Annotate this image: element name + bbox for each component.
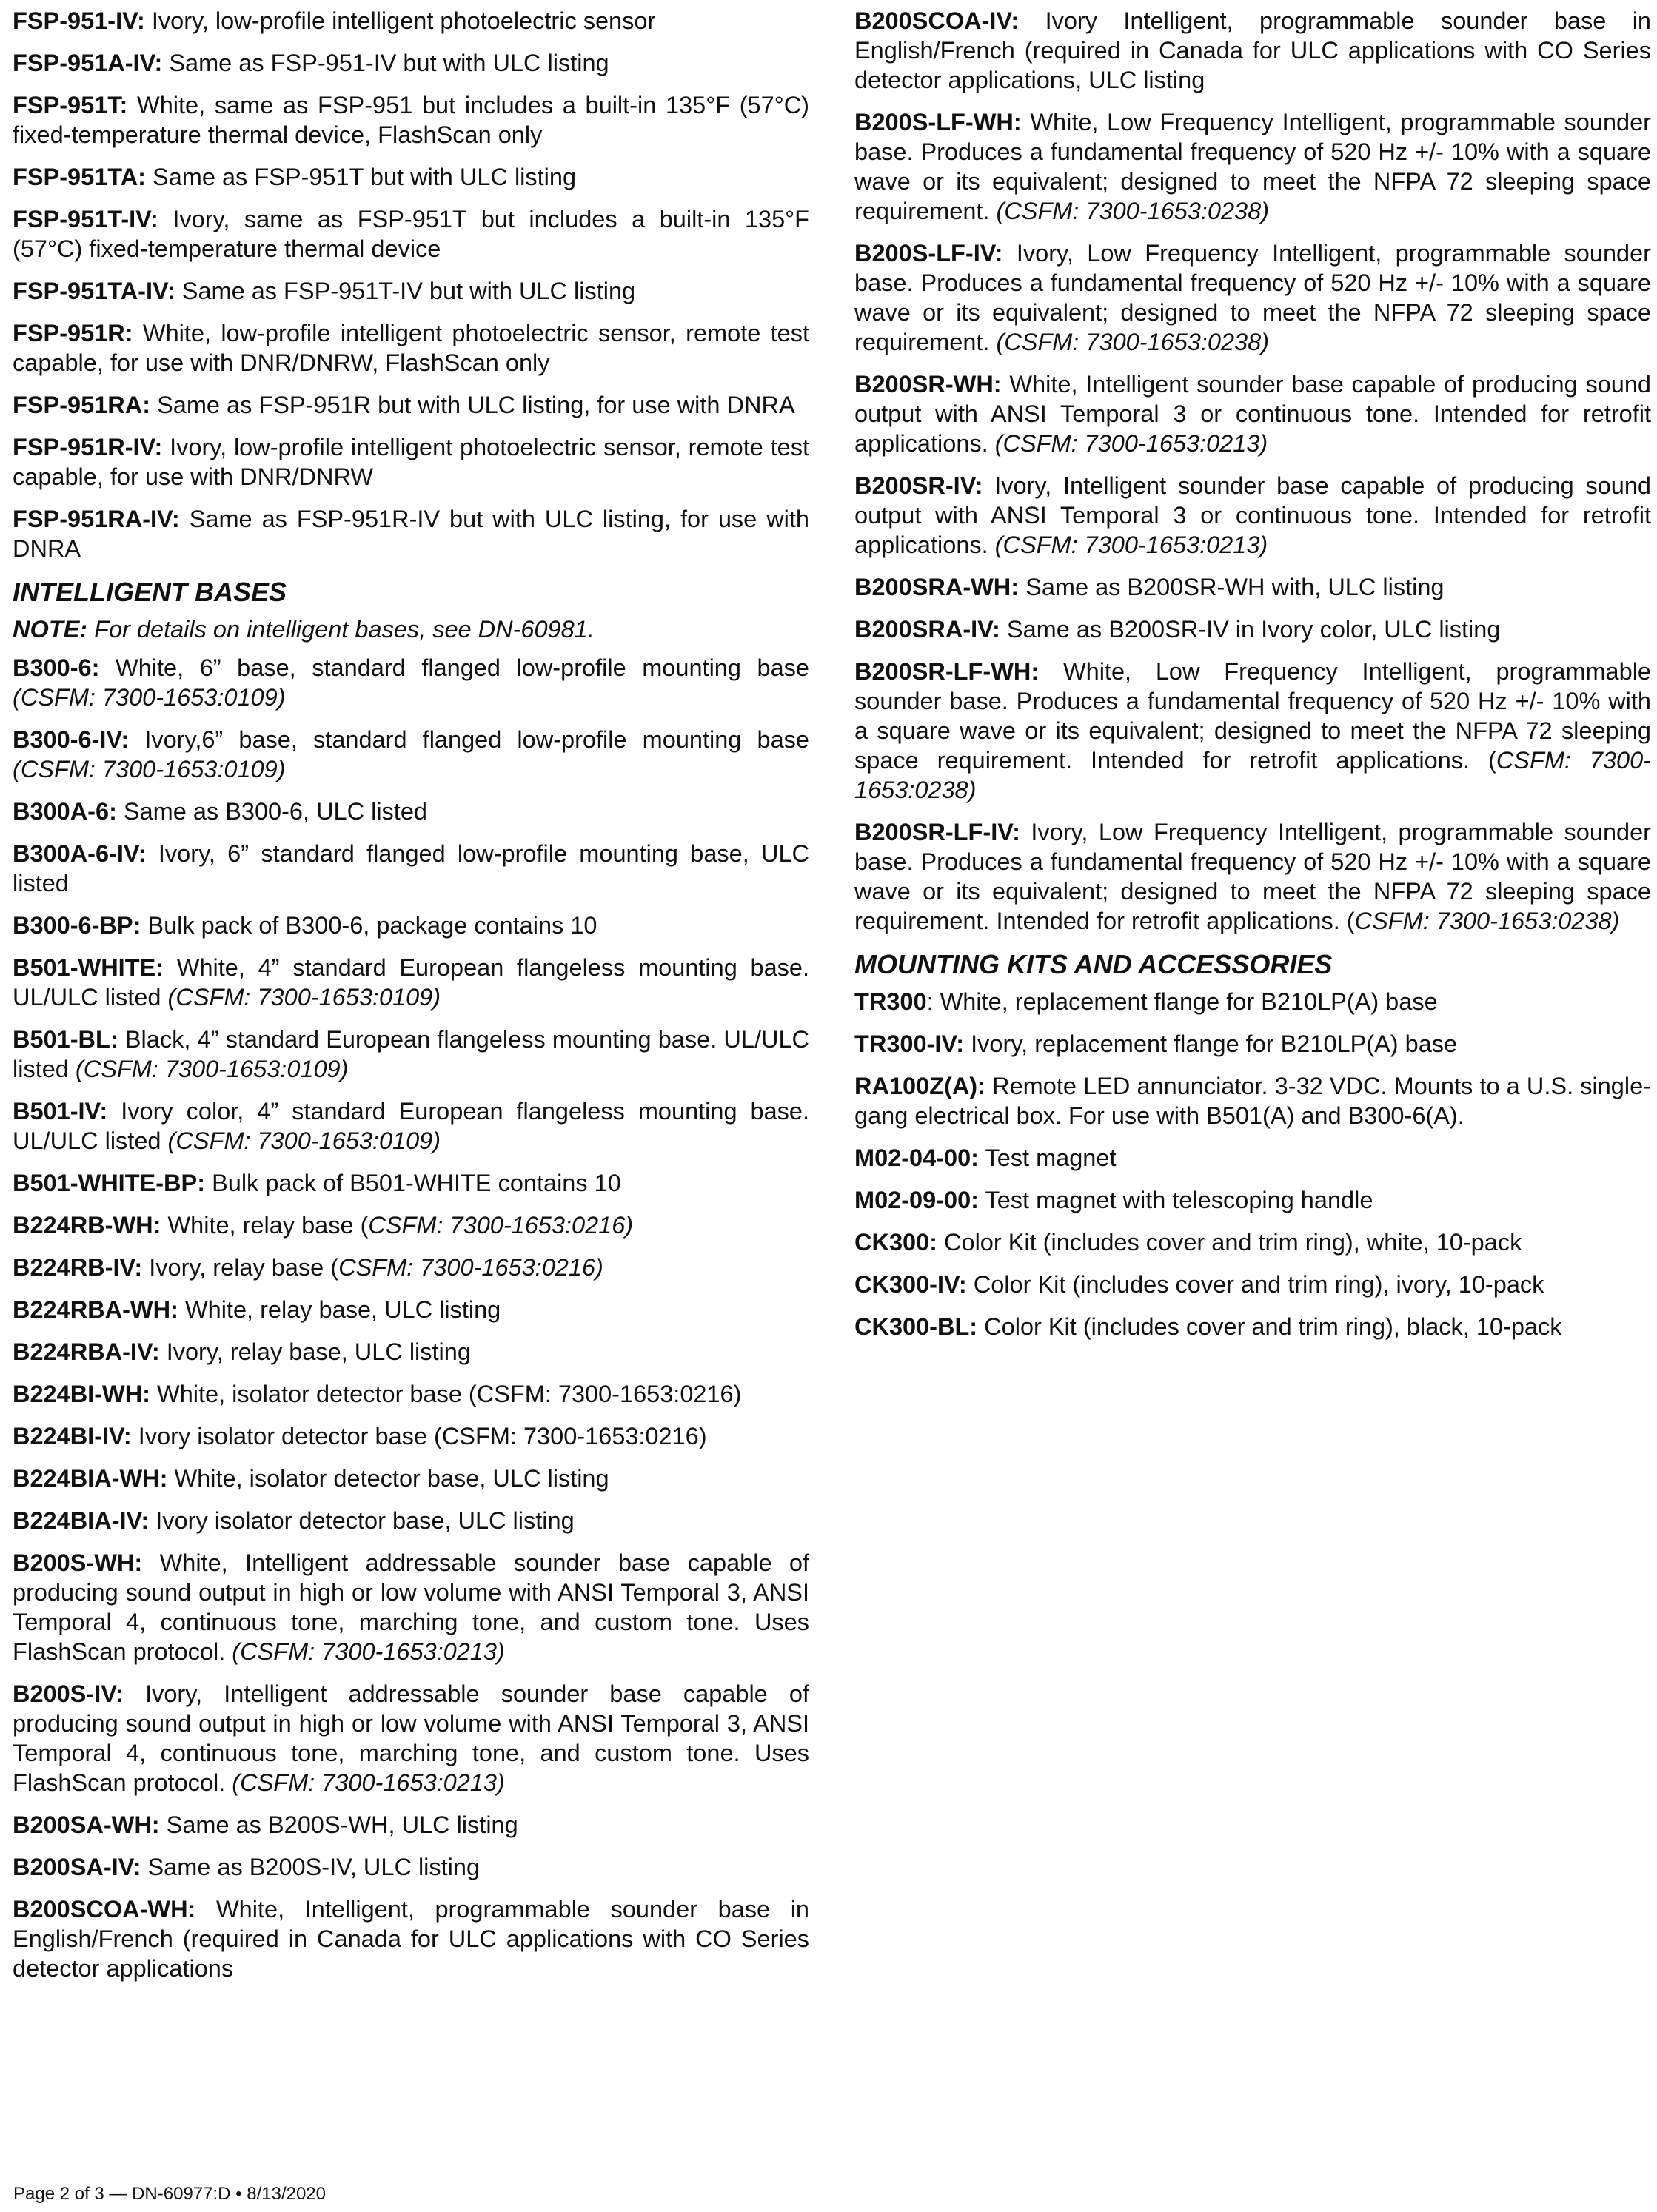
product-code: B224RB-WH: — [13, 1212, 161, 1239]
product-entry-fsp-951r — [13, 318, 809, 378]
product-code: FSP-951RA-IV: — [13, 506, 180, 532]
product-code: TR300 — [854, 988, 927, 1015]
product-entry-b224bia-wh — [13, 1464, 809, 1493]
product-description: Same as FSP-951-IV but with ULC listing — [169, 50, 609, 76]
csfm-listing: (CSFM: 7300-1653:0213) — [232, 1638, 505, 1665]
page-footer: Page 2 of 3 — DN-60977:D • 8/13/2020 — [13, 2184, 327, 2204]
product-entry-m02-09-00 — [854, 1185, 1651, 1215]
product-description: White, Intelligent sounder base capable of producing sound output with ANSI Temporal 3 or continuous tone. Intended for retrofit applications. — [854, 371, 1651, 457]
product-description: White, Low Frequency Intelligent, programmable sounder base. Produces a fundamental frequency of 520 Hz +/- 10% with a square wave or its equivalent; designed to meet the NFPA 72 sleeping space requirement. Intended for retrofit applications. ( — [854, 658, 1651, 774]
csfm-listing: (CSFM: 7300-1653:0109) — [75, 1056, 349, 1082]
product-entry-b300a-6 — [13, 797, 809, 826]
product-entry-b224rb-wh — [13, 1210, 809, 1240]
product-entry-b300-6 — [13, 653, 809, 712]
product-description: Ivory, Low Frequency Intelligent, programmable sounder base. Produces a fundamental frequency of 520 Hz +/- 10% with a square wave or its equivalent; designed to meet the NFPA 72 sleeping space requirement. Intended for retrofit applications. ( — [854, 819, 1651, 934]
product-description: Same as B200S-IV, ULC listing — [147, 1854, 481, 1880]
section-heading-mounting-kits-and-accessories: MOUNTING KITS AND ACCESSORIES — [854, 949, 1333, 979]
product-description: Same as B200SR-IV in Ivory color, ULC listing — [1006, 616, 1501, 643]
csfm-listing: CSFM: 7300-1653:0238) — [854, 747, 1651, 803]
note-text: For details on intelligent bases, see DN-60981. — [94, 616, 595, 643]
product-entry-b200s-lf-iv — [854, 238, 1651, 357]
csfm-listing: (CSFM: 7300-1653:0109) — [13, 756, 286, 782]
product-entry-b200scoa-iv — [854, 6, 1651, 95]
product-code: B224BIA-IV: — [13, 1507, 150, 1534]
product-description: White, Intelligent addressable sounder base capable of producing sound output in high or low volume with ANSI Temporal 3, ANSI Temporal 4, continuous tone, marching tone, and custom tone. Uses FlashScan protocol. — [13, 1549, 809, 1665]
product-code: B200SCOA-WH: — [13, 1896, 196, 1923]
product-entry-tr300 — [854, 987, 1651, 1016]
right-column — [854, 6, 1651, 1354]
product-code: CK300: — [854, 1229, 937, 1256]
left-column — [13, 6, 809, 1996]
product-code: FSP-951TA: — [13, 164, 146, 190]
product-code: B224BIA-WH: — [13, 1465, 168, 1492]
product-description: White, relay base, ULC listing — [184, 1296, 501, 1323]
product-entry-b200sr-iv — [854, 471, 1651, 560]
product-description: Same as FSP-951R but with ULC listing, for use with DNRA — [157, 392, 795, 418]
product-code: B200S-LF-IV: — [854, 240, 1003, 267]
product-entry-b224rba-iv — [13, 1337, 809, 1367]
product-code: B200S-LF-WH: — [854, 109, 1022, 135]
product-code: FSP-951R: — [13, 320, 133, 346]
product-code: CK300-BL: — [854, 1313, 978, 1340]
product-description: White, 6” base, standard flanged low-profile mounting base — [116, 654, 809, 681]
product-entry-b224rb-iv — [13, 1253, 809, 1282]
product-entry-b200sr-lf-wh — [854, 657, 1651, 805]
product-code: CK300-IV: — [854, 1271, 967, 1298]
product-code: B200SA-WH: — [13, 1812, 160, 1838]
product-description: Ivory isolator detector base (CSFM: 7300-1653:0216) — [138, 1423, 707, 1449]
product-entry-b200s-wh — [13, 1548, 809, 1666]
note-label: NOTE: — [13, 616, 88, 643]
product-description: Ivory Intelligent, programmable sounder base in English/French (required in Canada for ULC applications with CO Series detector applications, ULC listing — [854, 7, 1652, 93]
product-entry-fsp-951t-iv — [13, 204, 809, 264]
product-description: Ivory, relay base, ULC listing — [166, 1338, 471, 1365]
csfm-listing: CSFM: 7300-1653:0216) — [368, 1212, 634, 1239]
product-code: B200SRA-WH: — [854, 574, 1020, 600]
csfm-listing: (CSFM: 7300-1653:0213) — [994, 430, 1268, 457]
product-entry-fsp-951a-iv — [13, 48, 809, 78]
product-description: Test magnet — [985, 1144, 1117, 1171]
product-code: FSP-951T-IV: — [13, 206, 158, 232]
product-entry-b200sra-wh — [854, 572, 1651, 602]
product-code: B200SR-LF-IV: — [854, 819, 1020, 845]
product-entry-b200sa-iv — [13, 1852, 809, 1882]
product-description: Ivory,6” base, standard flanged low-profile mounting base — [144, 726, 810, 753]
csfm-listing: (CSFM: 7300-1653:0109) — [167, 1127, 441, 1154]
product-description: White, isolator detector base, ULC listing — [174, 1465, 609, 1492]
product-description: Ivory color, 4” standard European flangeless mounting base. UL/ULC listed — [13, 1098, 810, 1154]
product-entry-b300-6-bp — [13, 911, 809, 940]
product-code: B224RBA-WH: — [13, 1296, 178, 1323]
product-entry-ck300-iv — [854, 1270, 1651, 1299]
product-description: Color Kit (includes cover and trim ring), white, 10-pack — [944, 1229, 1522, 1256]
product-code: B200SR-LF-WH: — [854, 658, 1040, 685]
csfm-listing: CSFM: 7300-1653:0238) — [1354, 908, 1620, 934]
product-code: FSP-951-IV: — [13, 7, 145, 34]
product-code: B224RBA-IV: — [13, 1338, 160, 1365]
product-code: B200SR-IV: — [854, 472, 983, 499]
product-entry-b200sa-wh — [13, 1810, 809, 1840]
product-entry-fsp-951t — [13, 90, 809, 150]
product-entry-b200sr-lf-iv — [854, 817, 1651, 936]
product-description: Ivory, low-profile intelligent photoelectric sensor, remote test capable, for use with DNR/DNRW — [13, 434, 809, 490]
product-entry-tr300-iv — [854, 1029, 1651, 1059]
product-description: Same as B300-6, ULC listed — [123, 798, 427, 825]
product-code: RA100Z(A): — [854, 1073, 985, 1099]
product-description: Ivory, Low Frequency Intelligent, programmable sounder base. Produces a fundamental frequency of 520 Hz +/- 10% with a square wave or its equivalent; designed to meet the NFPA 72 sleeping space requirement. — [854, 240, 1651, 355]
product-entry-fsp-951-iv — [13, 6, 809, 36]
product-description: Test magnet with telescoping handle — [985, 1187, 1373, 1213]
product-entry-b501-white-bp — [13, 1168, 809, 1198]
product-description: White, low-profile intelligent photoelectric sensor, remote test capable, for use with DNR/DNRW, FlashScan only — [13, 320, 810, 376]
product-description: Ivory, relay base ( — [149, 1254, 339, 1281]
product-description: Ivory, replacement flange for B210LP(A) base — [971, 1030, 1458, 1057]
csfm-listing: (CSFM: 7300-1653:0109) — [167, 984, 441, 1011]
product-code: B501-IV: — [13, 1098, 108, 1125]
product-code: M02-09-00: — [854, 1187, 979, 1213]
product-description: Ivory, 6” standard flanged low-profile mounting base, ULC listed — [13, 840, 810, 896]
product-code: B300-6-IV: — [13, 726, 130, 753]
product-description: Color Kit (includes cover and trim ring), ivory, 10-pack — [973, 1271, 1544, 1298]
product-description: Remote LED annunciator. 3-32 VDC. Mounts to a U.S. single-gang electrical box. For use with B501(A) and B300-6(A). — [854, 1073, 1651, 1129]
product-code: FSP-951T: — [13, 92, 128, 118]
product-description: White, isolator detector base (CSFM: 7300-1653:0216) — [157, 1381, 742, 1407]
product-code: B224BI-IV: — [13, 1423, 132, 1449]
product-entry-fsp-951ta-iv — [13, 276, 809, 306]
product-description: Ivory, low-profile intelligent photoelectric sensor — [151, 7, 656, 34]
product-code: B200SA-IV: — [13, 1854, 141, 1880]
product-code: FSP-951A-IV: — [13, 50, 163, 76]
product-description: White, Low Frequency Intelligent, programmable sounder base. Produces a fundamental frequency of 520 Hz +/- 10% with a square wave or its equivalent; designed to meet the NFPA 72 sleeping space requirement. — [854, 109, 1652, 224]
product-entry-b501-iv — [13, 1096, 809, 1156]
product-description: Same as B200SR-WH with, ULC listing — [1025, 574, 1445, 600]
product-description: White, same as FSP-951 but includes a built-in 135°F (57°C) fixed-temperature thermal device, FlashScan only — [13, 92, 810, 148]
csfm-listing: (CSFM: 7300-1653:0238) — [996, 198, 1270, 224]
product-description: White, 4” standard European flangeless mounting base. UL/ULC listed — [13, 954, 810, 1011]
product-description: Same as FSP-951T-IV but with ULC listing — [181, 278, 636, 304]
product-code: B300A-6: — [13, 798, 117, 825]
product-description: Ivory, Intelligent addressable sounder base capable of producing sound output in high or low volume with ANSI Temporal 3, ANSI Temporal 4, continuous tone, marching tone, and custom tone. Uses FlashScan protocol. — [13, 1680, 809, 1796]
csfm-listing: (CSFM: 7300-1653:0238) — [996, 329, 1270, 355]
csfm-listing: CSFM: 7300-1653:0216) — [338, 1254, 603, 1281]
product-entry-fsp-951ra — [13, 390, 809, 420]
product-entry-ck300 — [854, 1227, 1651, 1257]
product-code: FSP-951TA-IV: — [13, 278, 175, 304]
product-code: M02-04-00: — [854, 1144, 979, 1171]
product-description: Same as B200S-WH, ULC listing — [166, 1812, 518, 1838]
product-code: B300A-6-IV: — [13, 840, 147, 867]
csfm-listing: (CSFM: 7300-1653:0213) — [994, 532, 1268, 558]
product-description: Bulk pack of B300-6, package contains 10 — [147, 912, 597, 939]
product-code: B200S-WH: — [13, 1549, 143, 1576]
product-entry-b501-bl — [13, 1025, 809, 1084]
section-heading-intelligent-bases: INTELLIGENT BASES — [13, 577, 287, 607]
product-entry-ck300-bl — [854, 1312, 1651, 1341]
product-entry-fsp-951ta — [13, 162, 809, 192]
product-description: Ivory, same as FSP-951T but includes a built-in 135°F (57°C) fixed-temperature thermal device — [13, 206, 810, 262]
csfm-listing: (CSFM: 7300-1653:0213) — [232, 1769, 505, 1796]
product-description: Same as FSP-951R-IV but with ULC listing, for use with DNRA — [13, 506, 809, 562]
product-code: B200S-IV: — [13, 1680, 124, 1707]
product-entry-ra100z-a — [854, 1071, 1651, 1130]
product-code: FSP-951RA: — [13, 392, 151, 418]
product-code: B200SCOA-IV: — [854, 7, 1020, 34]
product-code: B501-WHITE-BP: — [13, 1170, 206, 1196]
product-description: Bulk pack of B501-WHITE contains 10 — [212, 1170, 621, 1196]
product-entry-b224bia-iv — [13, 1506, 809, 1535]
product-description: Black, 4” standard European flangeless mounting base. UL/ULC listed — [13, 1026, 809, 1082]
product-code: B200SR-WH: — [854, 371, 1002, 398]
product-entry-b300a-6-iv — [13, 839, 809, 898]
product-entry-b501-white — [13, 953, 809, 1012]
product-entry-b300-6-iv — [13, 725, 809, 784]
product-entry-b200s-iv — [13, 1679, 809, 1797]
product-code: B224RB-IV: — [13, 1254, 143, 1281]
product-code: B300-6-BP: — [13, 912, 141, 939]
product-description: White, relay base ( — [167, 1212, 369, 1239]
product-entry-fsp-951ra-iv — [13, 504, 809, 563]
product-code: B300-6: — [13, 654, 100, 681]
product-description: Ivory, Intelligent sounder base capable of producing sound output with ANSI Temporal 3 or continuous tone. Intended for retrofit applications. — [854, 472, 1652, 558]
note — [13, 614, 809, 644]
product-code: TR300-IV: — [854, 1030, 965, 1057]
product-entry-b224rba-wh — [13, 1295, 809, 1324]
product-code: B501-WHITE: — [13, 954, 164, 981]
product-description: White, Intelligent, programmable sounder base in English/French (required in Canada for ULC applications with CO Series detector applications — [13, 1896, 809, 1982]
product-entry-b224bi-iv — [13, 1421, 809, 1451]
product-entry-m02-04-00 — [854, 1143, 1651, 1173]
product-entry-b224bi-wh — [13, 1379, 809, 1409]
product-code: B501-BL: — [13, 1026, 118, 1053]
product-code: FSP-951R-IV: — [13, 434, 163, 460]
product-description: Color Kit (includes cover and trim ring), black, 10-pack — [984, 1313, 1562, 1340]
product-entry-b200sr-wh — [854, 369, 1651, 458]
csfm-listing: (CSFM: 7300-1653:0109) — [13, 684, 286, 711]
product-entry-b200scoa-wh — [13, 1894, 809, 1983]
product-entry-b200s-lf-wh — [854, 107, 1651, 226]
product-entry-b200sra-iv — [854, 614, 1651, 644]
product-description: Ivory isolator detector base, ULC listing — [155, 1507, 575, 1534]
product-code: B200SRA-IV: — [854, 616, 1000, 643]
product-code: B224BI-WH: — [13, 1381, 150, 1407]
product-description: : White, replacement flange for B210LP(A) base — [926, 988, 1438, 1015]
product-entry-fsp-951r-iv — [13, 432, 809, 492]
product-description: Same as FSP-951T but with ULC listing — [153, 164, 577, 190]
